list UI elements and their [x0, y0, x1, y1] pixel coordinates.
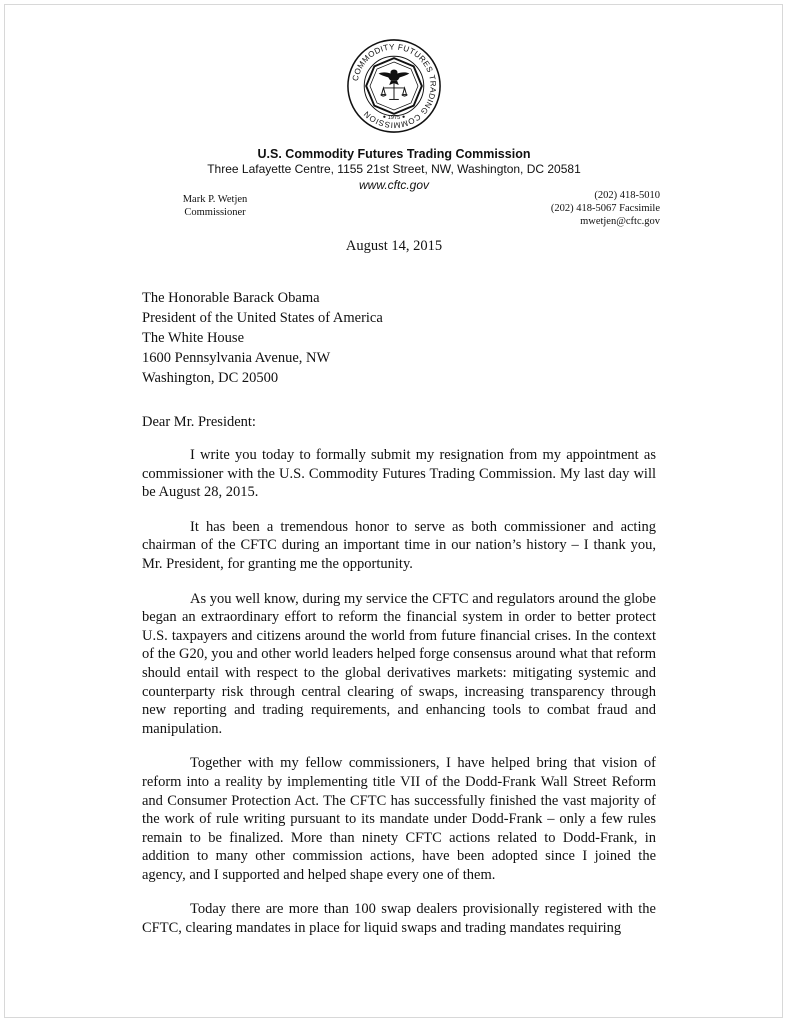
body-paragraph: I write you today to formally submit my resignation from my appointment as commissioner with the U.S. Commodity Futures Trading Commission. My last day will be August 28, 2015.	[142, 447, 656, 501]
recipient-line: The White House	[142, 330, 245, 346]
body-paragraph: Today there are more than 100 swap dealers provisionally registered with the CFTC, clearing mandates in place for liquid swaps and trading mandates requiring	[142, 901, 656, 937]
seal-year: 1975	[387, 115, 401, 122]
agency-name: U.S. Commodity Futures Trading Commission	[257, 147, 531, 161]
contact-block	[520, 189, 660, 228]
body-paragraph: It has been a tremendous honor to serve as both commissioner and acting chairman of the CFTC during an important time in our nation’s history – I thank you, Mr. President, for granting me the opportunity.	[142, 518, 656, 572]
sender-block	[150, 193, 280, 219]
recipient-address	[142, 288, 383, 388]
body-paragraph: Together with my fellow commissioners, I have helped bring that vision of reform into a reality by implementing title VII of the Dodd-Frank Wall Street Reform and Consumer Protection Act. The CFTC has successfully finished the vast majority of the work of rule writing pursuant to its mandate under Dodd-Frank – only a few rules remain to be finalized. More than ninety CFTC actions related to Dodd-Frank, in addition to many other commission actions, have been adopted since I joined the agency, and I supported and helped shape every one of them.	[142, 755, 656, 883]
body-paragraph: As you well know, during my service the CFTC and regulators around the globe began an extraordinary effort to reform the financial system in order to better protect U.S. taxpayers and citizens around the world from future financial crises. In the context of the G20, you and other world leaders helped forge consensus around what that reform should entail with respect to the global derivatives markets: mitigating systemic and counterparty risk through central clearing of swaps, increasing transparency through new reporting and trading requirements, and enhancing tools to combat fraud and manipulation.	[142, 590, 656, 737]
recipient-line: The Honorable Barack Obama	[142, 290, 320, 306]
letter-body	[142, 446, 656, 938]
recipient-line: President of the United States of America	[142, 310, 383, 326]
contact-phone: (202) 418-5010	[594, 190, 660, 201]
recipient-line: 1600 Pennsylvania Avenue, NW	[142, 350, 331, 366]
contact-email: mwetjen@cftc.gov	[580, 216, 660, 227]
sender-title: Commissioner	[184, 207, 246, 218]
agency-address: Three Lafayette Centre, 1155 21st Street, NW, Washington, DC 20581	[207, 162, 581, 176]
contact-fax: (202) 418-5067 Facsimile	[550, 203, 660, 214]
agency-website: www.cftc.gov	[358, 178, 430, 192]
scales-icon	[381, 82, 408, 99]
letter-date: August 14, 2015	[345, 238, 443, 254]
cftc-seal-logo	[346, 38, 442, 134]
recipient-line: Washington, DC 20500	[142, 370, 279, 386]
sender-name: Mark P. Wetjen	[182, 194, 248, 205]
seal-ring-text: COMMODITY FUTURES TRADING COMMISSION	[350, 42, 438, 130]
salutation: Dear Mr. President:	[142, 414, 256, 430]
